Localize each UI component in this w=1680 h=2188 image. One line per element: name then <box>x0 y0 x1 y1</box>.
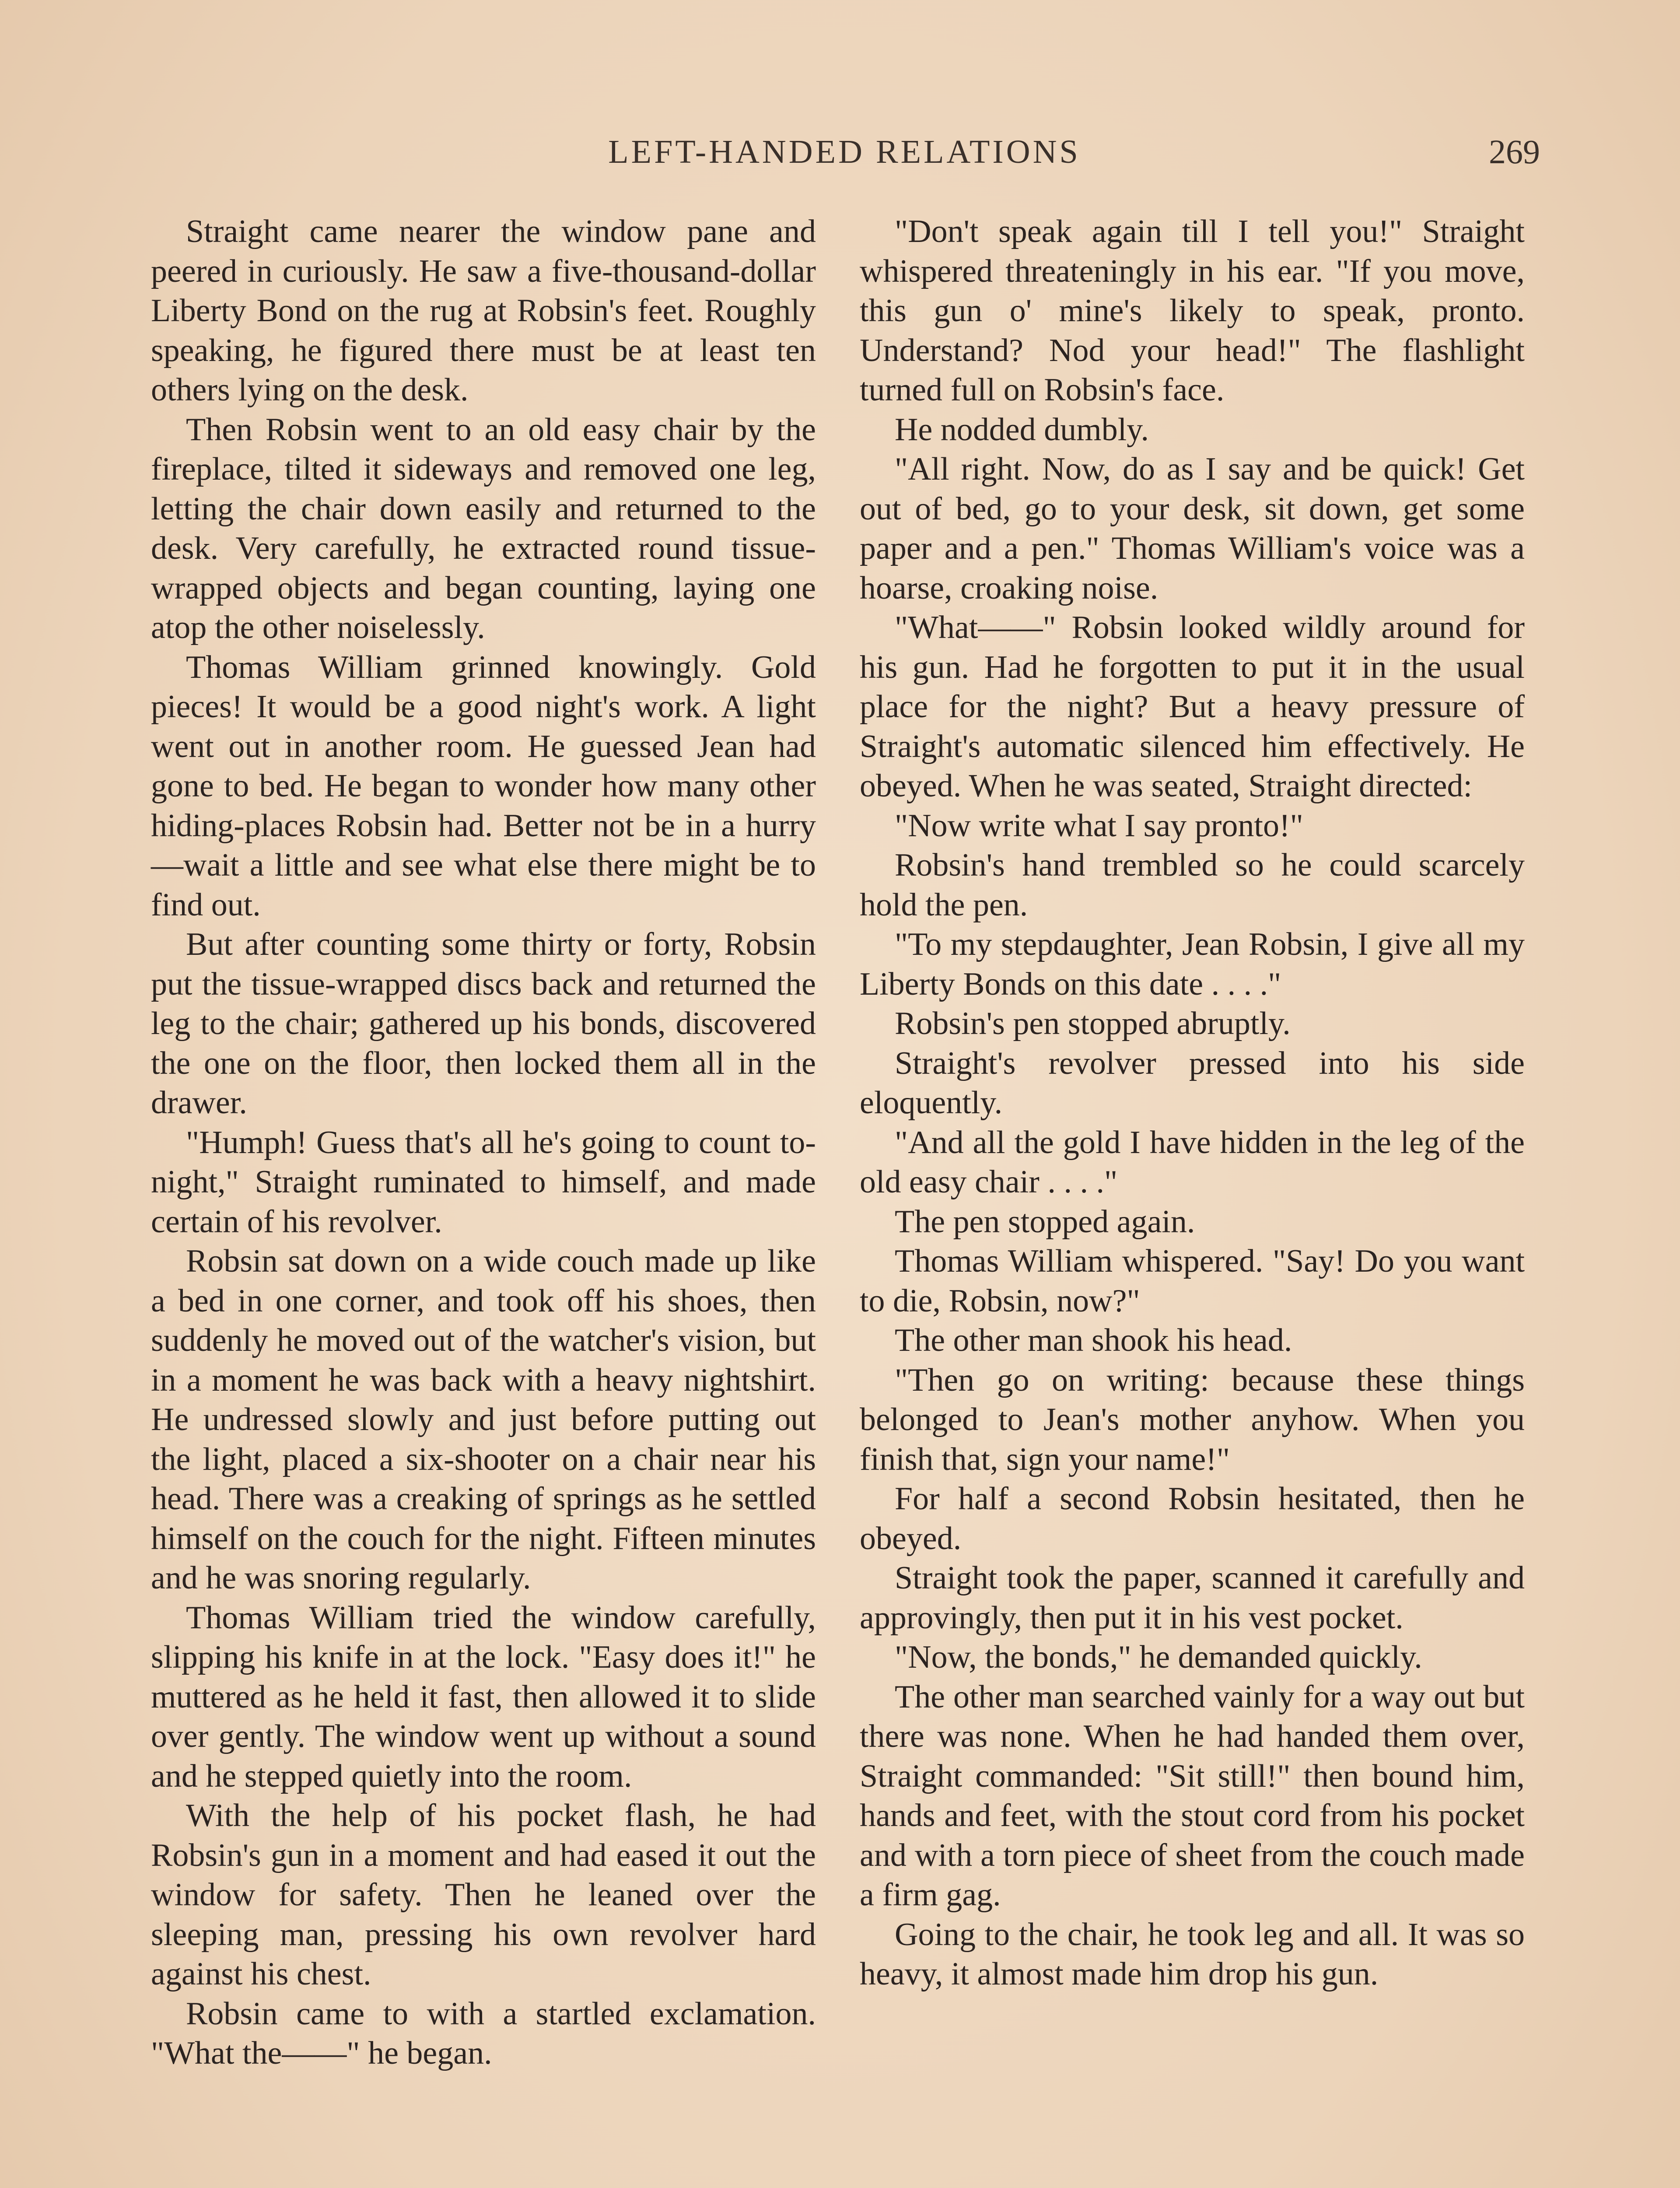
paragraph: The other man searched vainly for a way out but there was none. When he had handed them over, Straight commanded: "Sit still!" then bound him, hands and feet, with the stout cord from his pocket and with a torn piece of sheet from the couch made a firm gag. <box>860 1679 1525 1913</box>
paragraph: Straight took the paper, scanned it carefully and approvingly, then put it in his vest pocket. <box>860 1560 1525 1636</box>
paragraph: Going to the chair, he took leg and all. It was so heavy, it almost made him drop his gun. <box>860 1916 1525 1992</box>
paragraph: "Now, the bonds," he demanded quickly. <box>895 1639 1422 1675</box>
paragraph: With the help of his pocket flash, he had Robsin's gun in a moment and had eased it out the window for safety. Then he leaned over the sleeping man, pressing his own revolver hard against his chest. <box>151 1798 816 1992</box>
paragraph: Robsin came to with a startled exclamation. "What the——" he began. <box>151 1995 816 2071</box>
paragraph: "Humph! Guess that's all he's going to count to-night," Straight ruminated to himself, and made certain of his revolver. <box>151 1124 816 1240</box>
paragraph: But after counting some thirty or forty, Robsin put the tissue-wrapped discs back and returned the leg to the chair; gathered up his bonds, discovered the one on the floor, then locked them all in the drawer. <box>151 926 816 1121</box>
paragraph: The other man shook his head. <box>895 1322 1292 1358</box>
left-column <box>151 212 816 2073</box>
page-number: 269 <box>1489 133 1540 171</box>
paragraph: Thomas William whispered. "Say! Do you want to die, Robsin, now?" <box>860 1243 1525 1319</box>
paragraph: "Don't speak again till I tell you!" Straight whispered threateningly in his ear. "If you move, this gun o' mine's likely to speak, pronto. Understand? Nod your head!" The flashlight turned full on Robsin's face. <box>860 214 1525 408</box>
page-header <box>149 128 1540 176</box>
paragraph: Thomas William grinned knowingly. Gold pieces! It would be a good night's work. A light went out in another room. He guessed Jean had gone to bed. He began to wonder how many other hiding-places Robsin had. Better not be in a hurry—wait a little and see what else there might be to find out. <box>151 649 816 923</box>
paragraph: "Then go on writing: because these things belonged to Jean's mother anyhow. When you finish that, sign your name!" <box>860 1362 1525 1477</box>
paragraph: The pen stopped again. <box>895 1203 1195 1240</box>
paragraph: Straight's revolver pressed into his side eloquently. <box>860 1045 1525 1121</box>
running-head: LEFT-HANDED RELATIONS <box>608 133 1081 170</box>
paragraph: Straight came nearer the window pane and peered in curiously. He saw a five-thousand-dollar Liberty Bond on the rug at Robsin's feet. Roughly speaking, he figured there must be at least ten others lying on the desk. <box>151 214 816 408</box>
paragraph: Robsin's pen stopped abruptly. <box>895 1006 1291 1041</box>
paragraph: "Now write what I say pronto!" <box>895 807 1303 844</box>
paragraph: "And all the gold I have hidden in the leg of the old easy chair . . . ." <box>860 1124 1525 1200</box>
paragraph: He nodded dumbly. <box>895 411 1149 448</box>
paragraph: "All right. Now, do as I say and be quick! Get out of bed, go to your desk, sit down, get some paper and a pen." Thomas William's voice was a hoarse, croaking noise. <box>860 451 1525 606</box>
paragraph: For half a second Robsin hesitated, then he obeyed. <box>860 1481 1525 1557</box>
paragraph: "What——" Robsin looked wildly around for his gun. Had he forgotten to put it in the usual place for the night? But a heavy pressure of Straight's automatic silenced him effectively. He obeyed. When he was seated, Straight directed: <box>860 610 1525 804</box>
paragraph: Thomas William tried the window carefully, slipping his knife in at the lock. "Easy does it!" he muttered as he held it fast, then allowed it to slide over gently. The window went up without a sound and he stepped quietly into the room. <box>151 1599 816 1794</box>
paragraph: Robsin's hand trembled so he could scarcely hold the pen. <box>860 847 1525 923</box>
paragraph: Then Robsin went to an old easy chair by the fireplace, tilted it sideways and removed one leg, letting the chair down easily and returned to the desk. Very carefully, he extracted round tissue-wrapped objects and began counting, laying one atop the other noiselessly. <box>151 411 816 645</box>
right-column <box>860 212 1525 1994</box>
paragraph: Robsin sat down on a wide couch made up like a bed in one corner, and took off his shoes, then suddenly he moved out of the watcher's vision, but in a moment he was back with a heavy nightshirt. He undressed slowly and just before putting out the light, placed a six-shooter on a chair near his head. There was a creaking of springs as he settled himself on the couch for the night. Fifteen minutes and he was snoring regularly. <box>151 1243 816 1596</box>
paragraph: "To my stepdaughter, Jean Robsin, I give all my Liberty Bonds on this date . . . ." <box>860 926 1525 1002</box>
